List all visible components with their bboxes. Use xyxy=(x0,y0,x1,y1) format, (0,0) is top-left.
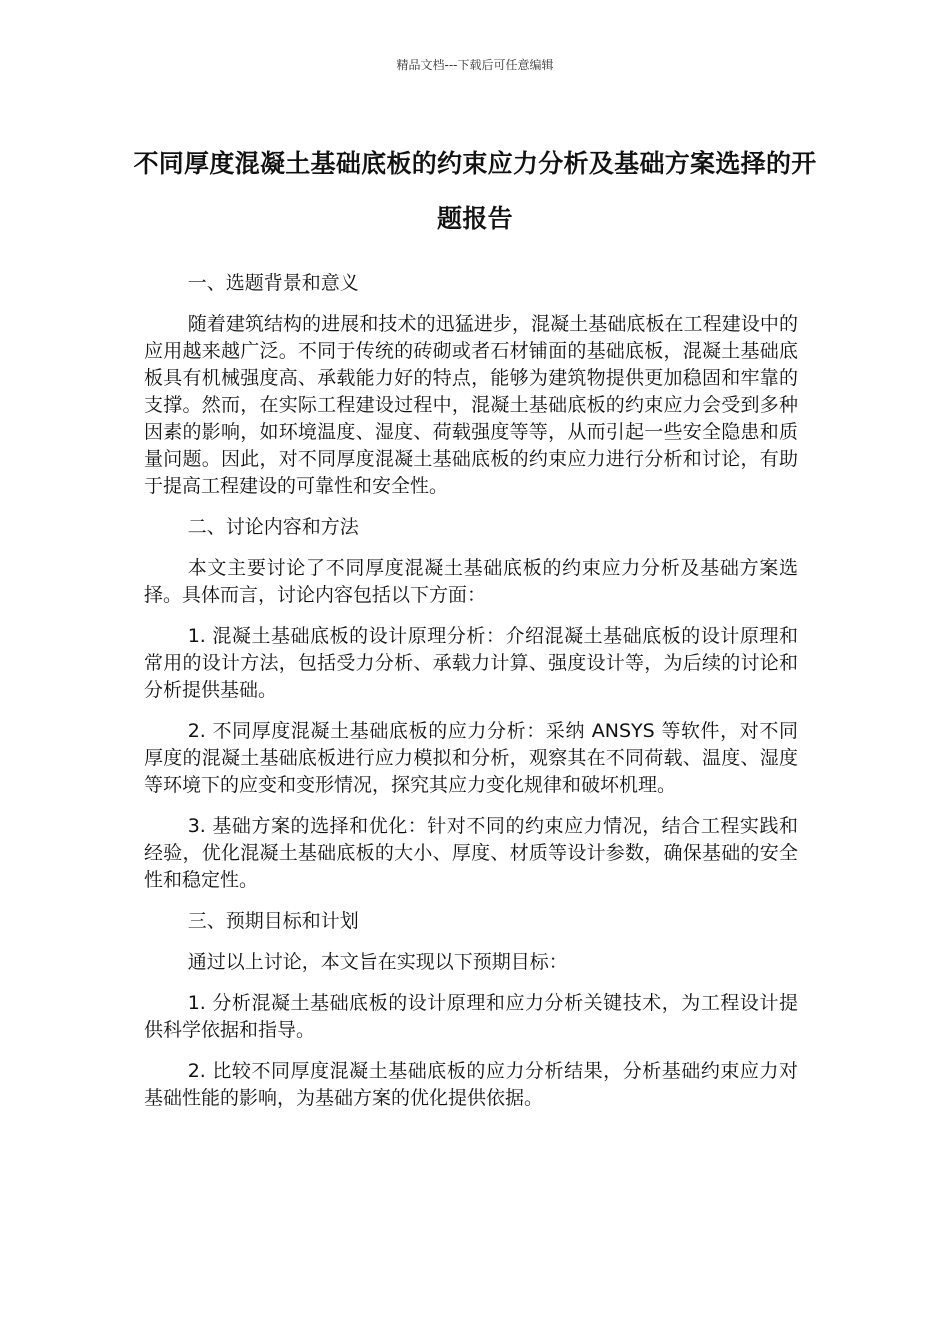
section-heading: 三、预期目标和计划 xyxy=(187,910,359,932)
paragraph: 随着建筑结构的进展和技术的迅猛进步，混凝土基础底板在工程建设中的应用越来越广泛。不同于传统的砖砌或者石材铺面的基础底板，混凝土基础底板具有机械强度高、承载能力好的特点，能够为建筑物提供更加稳固和牢靠的支撑。然而，在实际工程建设过程中，混凝土基础底板的约束应力会受到多种因素的影响，如环境温度、湿度、荷载强度等等，从而引起一些安全隐患和质量问题。因此，对不同厚度混凝土基础底板的约束应力进行分析和讨论，有助于提高工程建设的可靠性和安全性。 xyxy=(144,313,798,497)
list-item: 1. 分析混凝土基础底板的设计原理和应力分析关键技术，为工程设计提供科学依据和指导。 xyxy=(144,992,798,1041)
list-item: 1. 混凝土基础底板的设计原理分析：介绍混凝土基础底板的设计原理和常用的设计方法，包括受力分析、承载力计算、强度设计等，为后续的讨论和分析提供基础。 xyxy=(144,625,798,701)
document-body xyxy=(144,270,798,1126)
list-item: 2. 不同厚度混凝土基础底板的应力分析：采纳 ANSYS 等软件，对不同厚度的混凝土基础底板进行应力模拟和分析，观察其在不同荷载、温度、湿度等环境下的应变和变形情况，探究其应力变化规律和破坏机理。 xyxy=(144,720,798,796)
section-heading: 一、选题背景和意义 xyxy=(187,272,359,294)
header-watermark: 精品文档---下载后可任意编辑 xyxy=(396,58,554,72)
list-item: 3. 基础方案的选择和优化：针对不同的约束应力情况，结合工程实践和经验，优化混凝土基础底板的大小、厚度、材质等设计参数，确保基础的安全性和稳定性。 xyxy=(144,815,798,891)
list-item: 2. 比较不同厚度混凝土基础底板的应力分析结果，分析基础约束应力对基础性能的影响，为基础方案的优化提供依据。 xyxy=(144,1060,798,1109)
paragraph: 本文主要讨论了不同厚度混凝土基础底板的约束应力分析及基础方案选择。具体而言，讨论内容包括以下方面： xyxy=(144,557,798,606)
document-title: 不同厚度混凝土基础底板的约束应力分析及基础方案选择的开题报告 xyxy=(133,149,817,233)
paragraph: 通过以上讨论，本文旨在实现以下预期目标： xyxy=(187,951,568,973)
section-heading: 二、讨论内容和方法 xyxy=(187,516,359,538)
